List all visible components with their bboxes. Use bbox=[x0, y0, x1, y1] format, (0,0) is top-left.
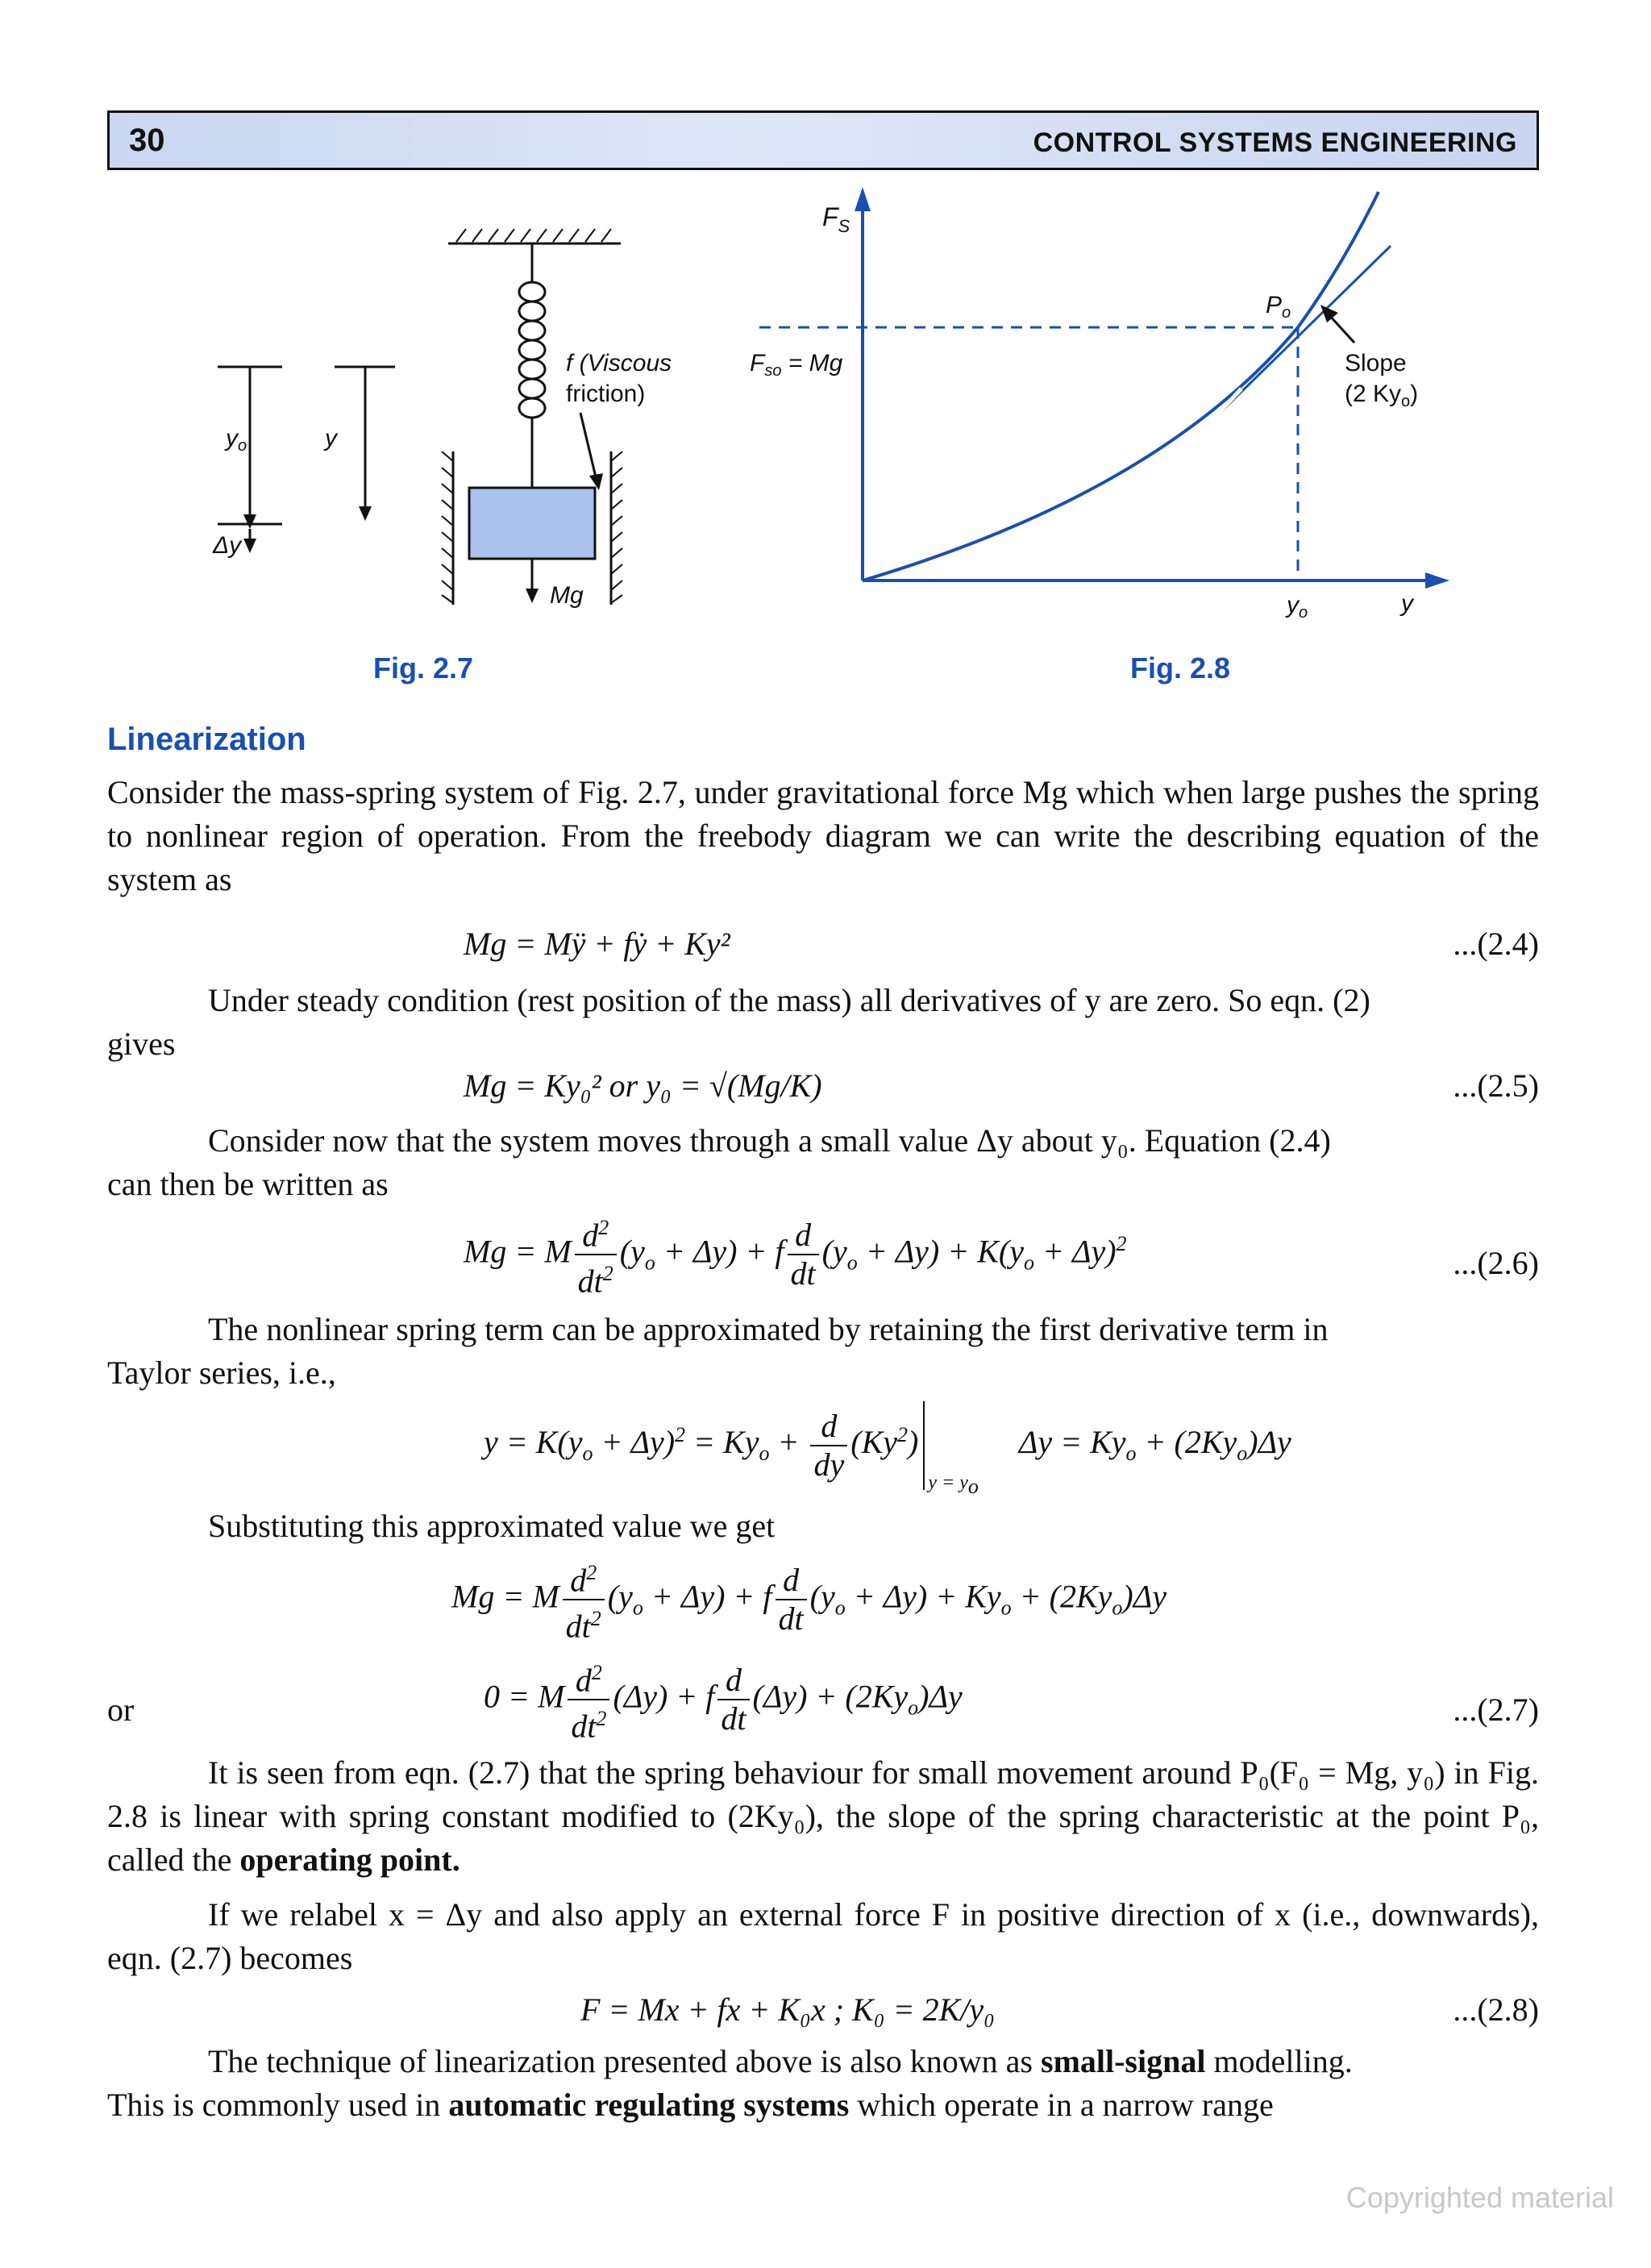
y0-label: $y_o$ bbox=[226, 425, 247, 455]
paragraph-relabel: If we relabel x = Δy and also apply an external force F in positive direction of x (i.e., downwards), eqn. (2.7) becomes bbox=[107, 1896, 1539, 1976]
paragraph-steady-line1: Under steady condition (rest position of the mass) all derivatives of y are zero. So eqn. (2) bbox=[208, 982, 1370, 1018]
equation-2-5-number: ...(2.5) bbox=[1453, 1067, 1539, 1104]
equation-2-6: Mg = M $\frac{d^2}{dt^2}$ $(y_o + \Delta y) + f$ $\frac{d}{dt}$ $(y_o + \Delta y) + K(y_o + \Delta y)^2$ bbox=[464, 1209, 1127, 1300]
running-header bbox=[107, 110, 1539, 170]
po-label: $P_o$ bbox=[1266, 292, 1291, 322]
paragraph-small-signal-line1: The technique of linearization presented above is also known as small-signal modelling. bbox=[208, 2043, 1353, 2079]
paragraph-small-value-line1: Consider now that the system moves through a small value Δy about y₀. Equation (2.4) bbox=[208, 1122, 1331, 1159]
figure-2-7 bbox=[193, 210, 693, 637]
equation-2-7-number: ...(2.7) bbox=[1453, 1692, 1539, 1728]
fig-2-7-caption: Fig. 2.7 bbox=[373, 651, 474, 685]
fso-label: $F_{so} = Mg$ bbox=[750, 350, 843, 380]
svg-text:f (Viscous bbox=[566, 350, 672, 377]
figure-2-8 bbox=[742, 177, 1467, 637]
y-label: y bbox=[325, 425, 337, 452]
equation-2-5: Mg = Ky₀² or y₀ = √(Mg/K) bbox=[464, 1067, 822, 1104]
y-axis-label: y bbox=[1401, 590, 1413, 617]
equation-2-8: F = Mx + fx + K₀x ; K₀ = 2K/y₀ bbox=[580, 1991, 996, 2028]
paragraph-intro: Consider the mass-spring system of Fig. 2.7, under gravitational force Mg which when large pushes the spring to nonlinear region of operation. From the freebody diagram we can write the describing equation of the system as bbox=[107, 774, 1539, 897]
equation-substituted: Mg = M $\frac{d^2}{dt^2}$ $(y_o + \Delta y) + f$ $\frac{d}{dt}$ $(y_o + \Delta y) + Ky_o + (2Ky_o)\Delta y$ bbox=[451, 1554, 1167, 1646]
equation-2-4-number: ...(2.4) bbox=[1453, 926, 1539, 962]
or-label: or bbox=[107, 1692, 135, 1728]
paragraph-substituting: Substituting this approximated value we get bbox=[208, 1508, 776, 1544]
paragraph-steady-line2: gives bbox=[107, 1026, 176, 1062]
page-number: 30 bbox=[129, 123, 165, 158]
equation-2-8-number: ...(2.8) bbox=[1453, 1991, 1539, 2028]
equation-taylor: $y = K(y_o + \Delta y)^2 = Ky_o$ + $\frac{d}{dy}$ $(Ky^2)_{y = y_o}\Delta y = Ky_o + (2Ky_o)\Delta y$ bbox=[484, 1401, 1291, 1490]
paragraph-taylor-line1: The nonlinear spring term can be approximated by retaining the first derivative term in bbox=[208, 1311, 1329, 1347]
friction-label: f (Viscous bbox=[566, 350, 672, 377]
spring-curve bbox=[863, 192, 1379, 581]
paragraph-small-value-line2: can then be written as bbox=[107, 1166, 389, 1202]
fs-label: $F_S$ bbox=[822, 202, 850, 236]
mg-label: Mg bbox=[550, 582, 584, 609]
mass-block bbox=[469, 488, 595, 559]
equation-2-6-number: ...(2.6) bbox=[1453, 1245, 1539, 1281]
section-title: Linearization bbox=[107, 722, 306, 757]
paragraph-operating-point: It is seen from eqn. (2.7) that the spring behaviour for small movement around P₀(F₀ = Mg, y₀) in Fig. 2.8 is linear with spring constant modified to (2Ky₀), the slope of the spring characteristic at the point P₀, called the operating point. bbox=[107, 1754, 1539, 1878]
equation-2-4: Mg = Mÿ + fẏ + Ky² bbox=[464, 926, 730, 962]
paragraph-taylor-line2: Taylor series, i.e., bbox=[107, 1355, 336, 1391]
slope-label: Slope bbox=[1345, 350, 1407, 377]
watermark: Copyrighted material bbox=[1345, 2181, 1614, 2214]
paragraph-small-signal-line2: This is commonly used in automatic regulating systems which operate in a narrow range bbox=[107, 2087, 1274, 2123]
friction-label-2: friction) bbox=[566, 381, 646, 407]
y0-axis-label: $y_o$ bbox=[1287, 592, 1308, 622]
delta-y-label: Δy bbox=[213, 532, 242, 559]
running-title: CONTROL SYSTEMS ENGINEERING bbox=[1033, 127, 1517, 158]
fig-2-8-caption: Fig. 2.8 bbox=[1130, 651, 1231, 685]
slope-label-2: (2 $Ky_o$) bbox=[1345, 381, 1419, 410]
equation-2-7: 0 = M $\frac{d^2}{dt^2}$ (Δy) + f $\frac{d}{dt}$ $(\Delta y) + (2Ky_o)\Delta y$ bbox=[484, 1654, 963, 1746]
